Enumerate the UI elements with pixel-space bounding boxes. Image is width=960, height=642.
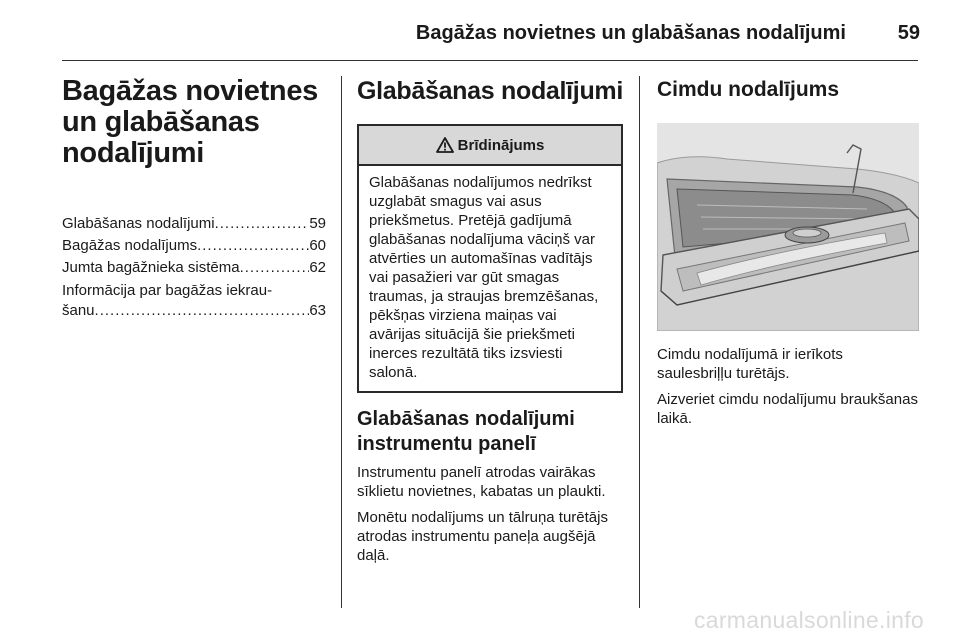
chapter-title: Bagāžas novietnes un glabāšanas nodalījumi xyxy=(62,75,318,169)
toc-item[interactable] xyxy=(62,213,326,235)
header-divider xyxy=(62,60,918,61)
watermark: carmanualsonline.info xyxy=(693,607,924,633)
toc-item-label: Glabāšanas nodalījumi xyxy=(62,215,215,232)
toc-leader xyxy=(240,257,310,279)
warning-triangle-icon xyxy=(436,137,454,153)
page-number: 59 xyxy=(897,22,920,44)
glovebox-illustration xyxy=(657,123,919,331)
toc-item-label-cont: šanu xyxy=(62,302,95,319)
section-title: Cimdu nodalījums xyxy=(657,78,840,101)
running-header-title: Bagāžas novietnes un glabāšanas nodalījumi xyxy=(415,22,846,44)
toc-item-label: Bagāžas nodalījums xyxy=(62,237,198,254)
warning-header xyxy=(359,126,621,166)
toc-item-label: Informācija par bagāžas iekrau- xyxy=(62,282,273,299)
toc-item-page: 60 xyxy=(309,237,326,254)
warning-box xyxy=(357,124,623,393)
toc-item[interactable] xyxy=(62,257,326,279)
toc-item-page: 63 xyxy=(309,302,326,319)
paragraph: Monētu nodalījums un tālruņa turētājs atrodas instrumentu paneļa augšējā daļā. xyxy=(357,509,608,564)
paragraph: Instrumentu panelī atrodas vairākas sīklietu novietnes, kabatas un plaukti. xyxy=(357,464,606,500)
paragraph: Cimdu nodalījumā ir ierīkots saulesbriļļu turētājs. xyxy=(657,346,843,382)
table-of-contents xyxy=(62,213,326,321)
glovebox-column xyxy=(657,76,921,428)
column-divider-2 xyxy=(639,76,640,608)
storage-compartments-column xyxy=(357,76,623,565)
chapter-contents-column xyxy=(62,76,326,321)
warning-heading: Brīdinājums xyxy=(457,136,545,154)
toc-leader xyxy=(95,301,310,321)
toc-leader xyxy=(215,213,310,235)
toc-leader xyxy=(197,235,309,257)
toc-item[interactable] xyxy=(62,281,326,321)
toc-item-page: 62 xyxy=(309,259,326,276)
toc-item-label: Jumta bagāžnieka sistēma xyxy=(62,259,240,276)
warning-text: Glabāšanas nodalījumos nedrīkst uzglabāt smagus vai asus priekšmetus. Pretējā gadījumā glabāšanas nodalījuma vāciņš var atvērties un automašīnas vadītājs vai pasažieri var gūt smagas traumas, ja straujas bremzēšanas, pēkšņas virziena maiņas vai avārijas situācijā šie priekšmeti inerces rezultātā tiks izsviesti salonā. xyxy=(369,174,599,381)
column-divider-1 xyxy=(341,76,342,608)
glovebox-drawing xyxy=(657,123,919,331)
toc-item[interactable] xyxy=(62,235,326,257)
subsection-title: Glabāšanas nodalījumi instrumentu panelī xyxy=(357,408,575,455)
page-header xyxy=(0,14,960,54)
paragraph: Aizveriet cimdu nodalījumu braukšanas laikā. xyxy=(657,391,918,427)
section-title: Glabāšanas nodalījumi xyxy=(357,77,624,105)
toc-item-page: 59 xyxy=(309,215,326,232)
